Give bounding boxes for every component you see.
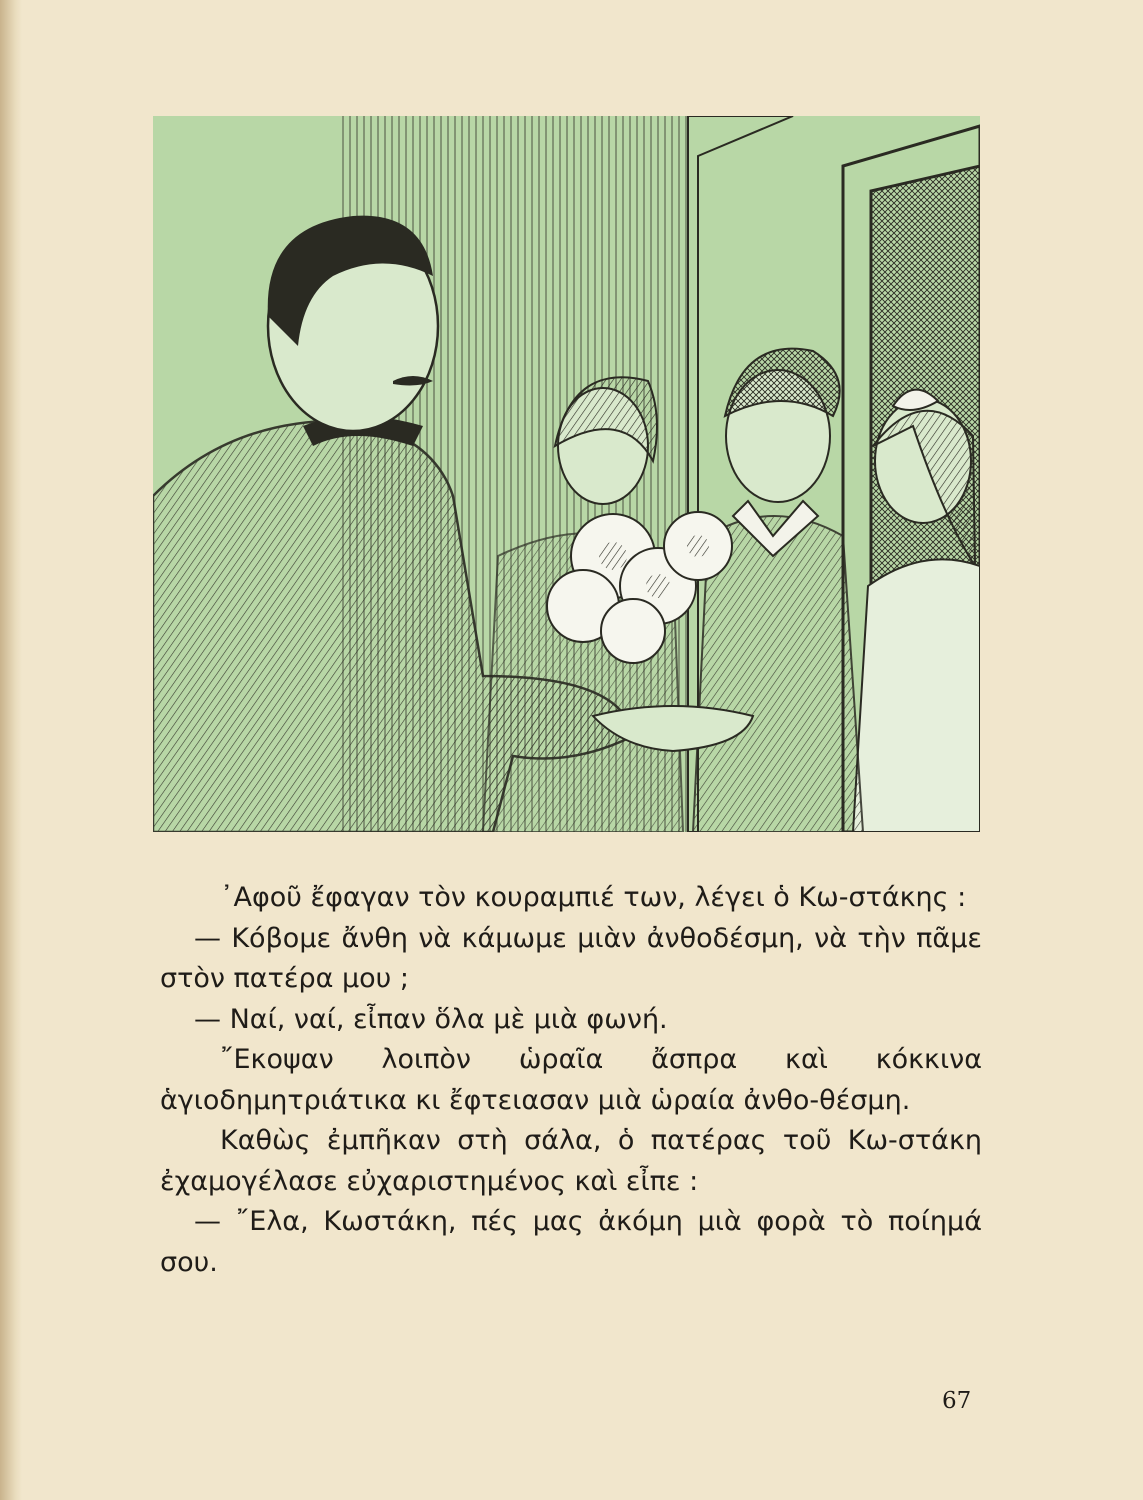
boy-holding-bouquet <box>693 349 863 832</box>
paragraph-3-dialogue: — Ναί, ναί, εἶπαν ὅλα μὲ μιὰ φωνή. <box>194 1003 668 1035</box>
page-number: 67 <box>942 1388 972 1414</box>
paragraph-1: ᾿Αφοῦ ἔφαγαν τὸν κουραμπιέ των, λέγει ὁ Κω-στάκης : <box>220 882 967 913</box>
paragraph-5: Καθὼς ἐμπῆκαν στὴ σάλα, ὁ πατέρας τοῦ Κω-στάκη ἐχαμογέλασε εὐχαριστημένος καὶ εἶπε : <box>160 1125 982 1197</box>
page-gutter-edge <box>0 0 22 1500</box>
story-text <box>160 878 982 1283</box>
illustration-father-receives-bouquet <box>153 116 980 832</box>
paragraph-4: ῎Εκοψαν λοιπὸν ὡραῖα ἄσπρα καὶ κόκκινα ἁγιοδημητριάτικα κι ἔφτειασαν μιὰ ὡραία ἀνθο-θέσμη. <box>160 1044 982 1116</box>
paragraph-6-dialogue: — ῎Ελα, Κωστάκη, πές μας ἀκόμη μιὰ φορὰ τὸ ποίημά σου. <box>160 1206 982 1278</box>
paragraph-2-dialogue: — Κόβομε ἄνθη νὰ κάμωμε μιὰν ἀνθοδέσμη, νὰ τὴν πᾶμε στὸν πατέρα μου ; <box>160 922 982 994</box>
